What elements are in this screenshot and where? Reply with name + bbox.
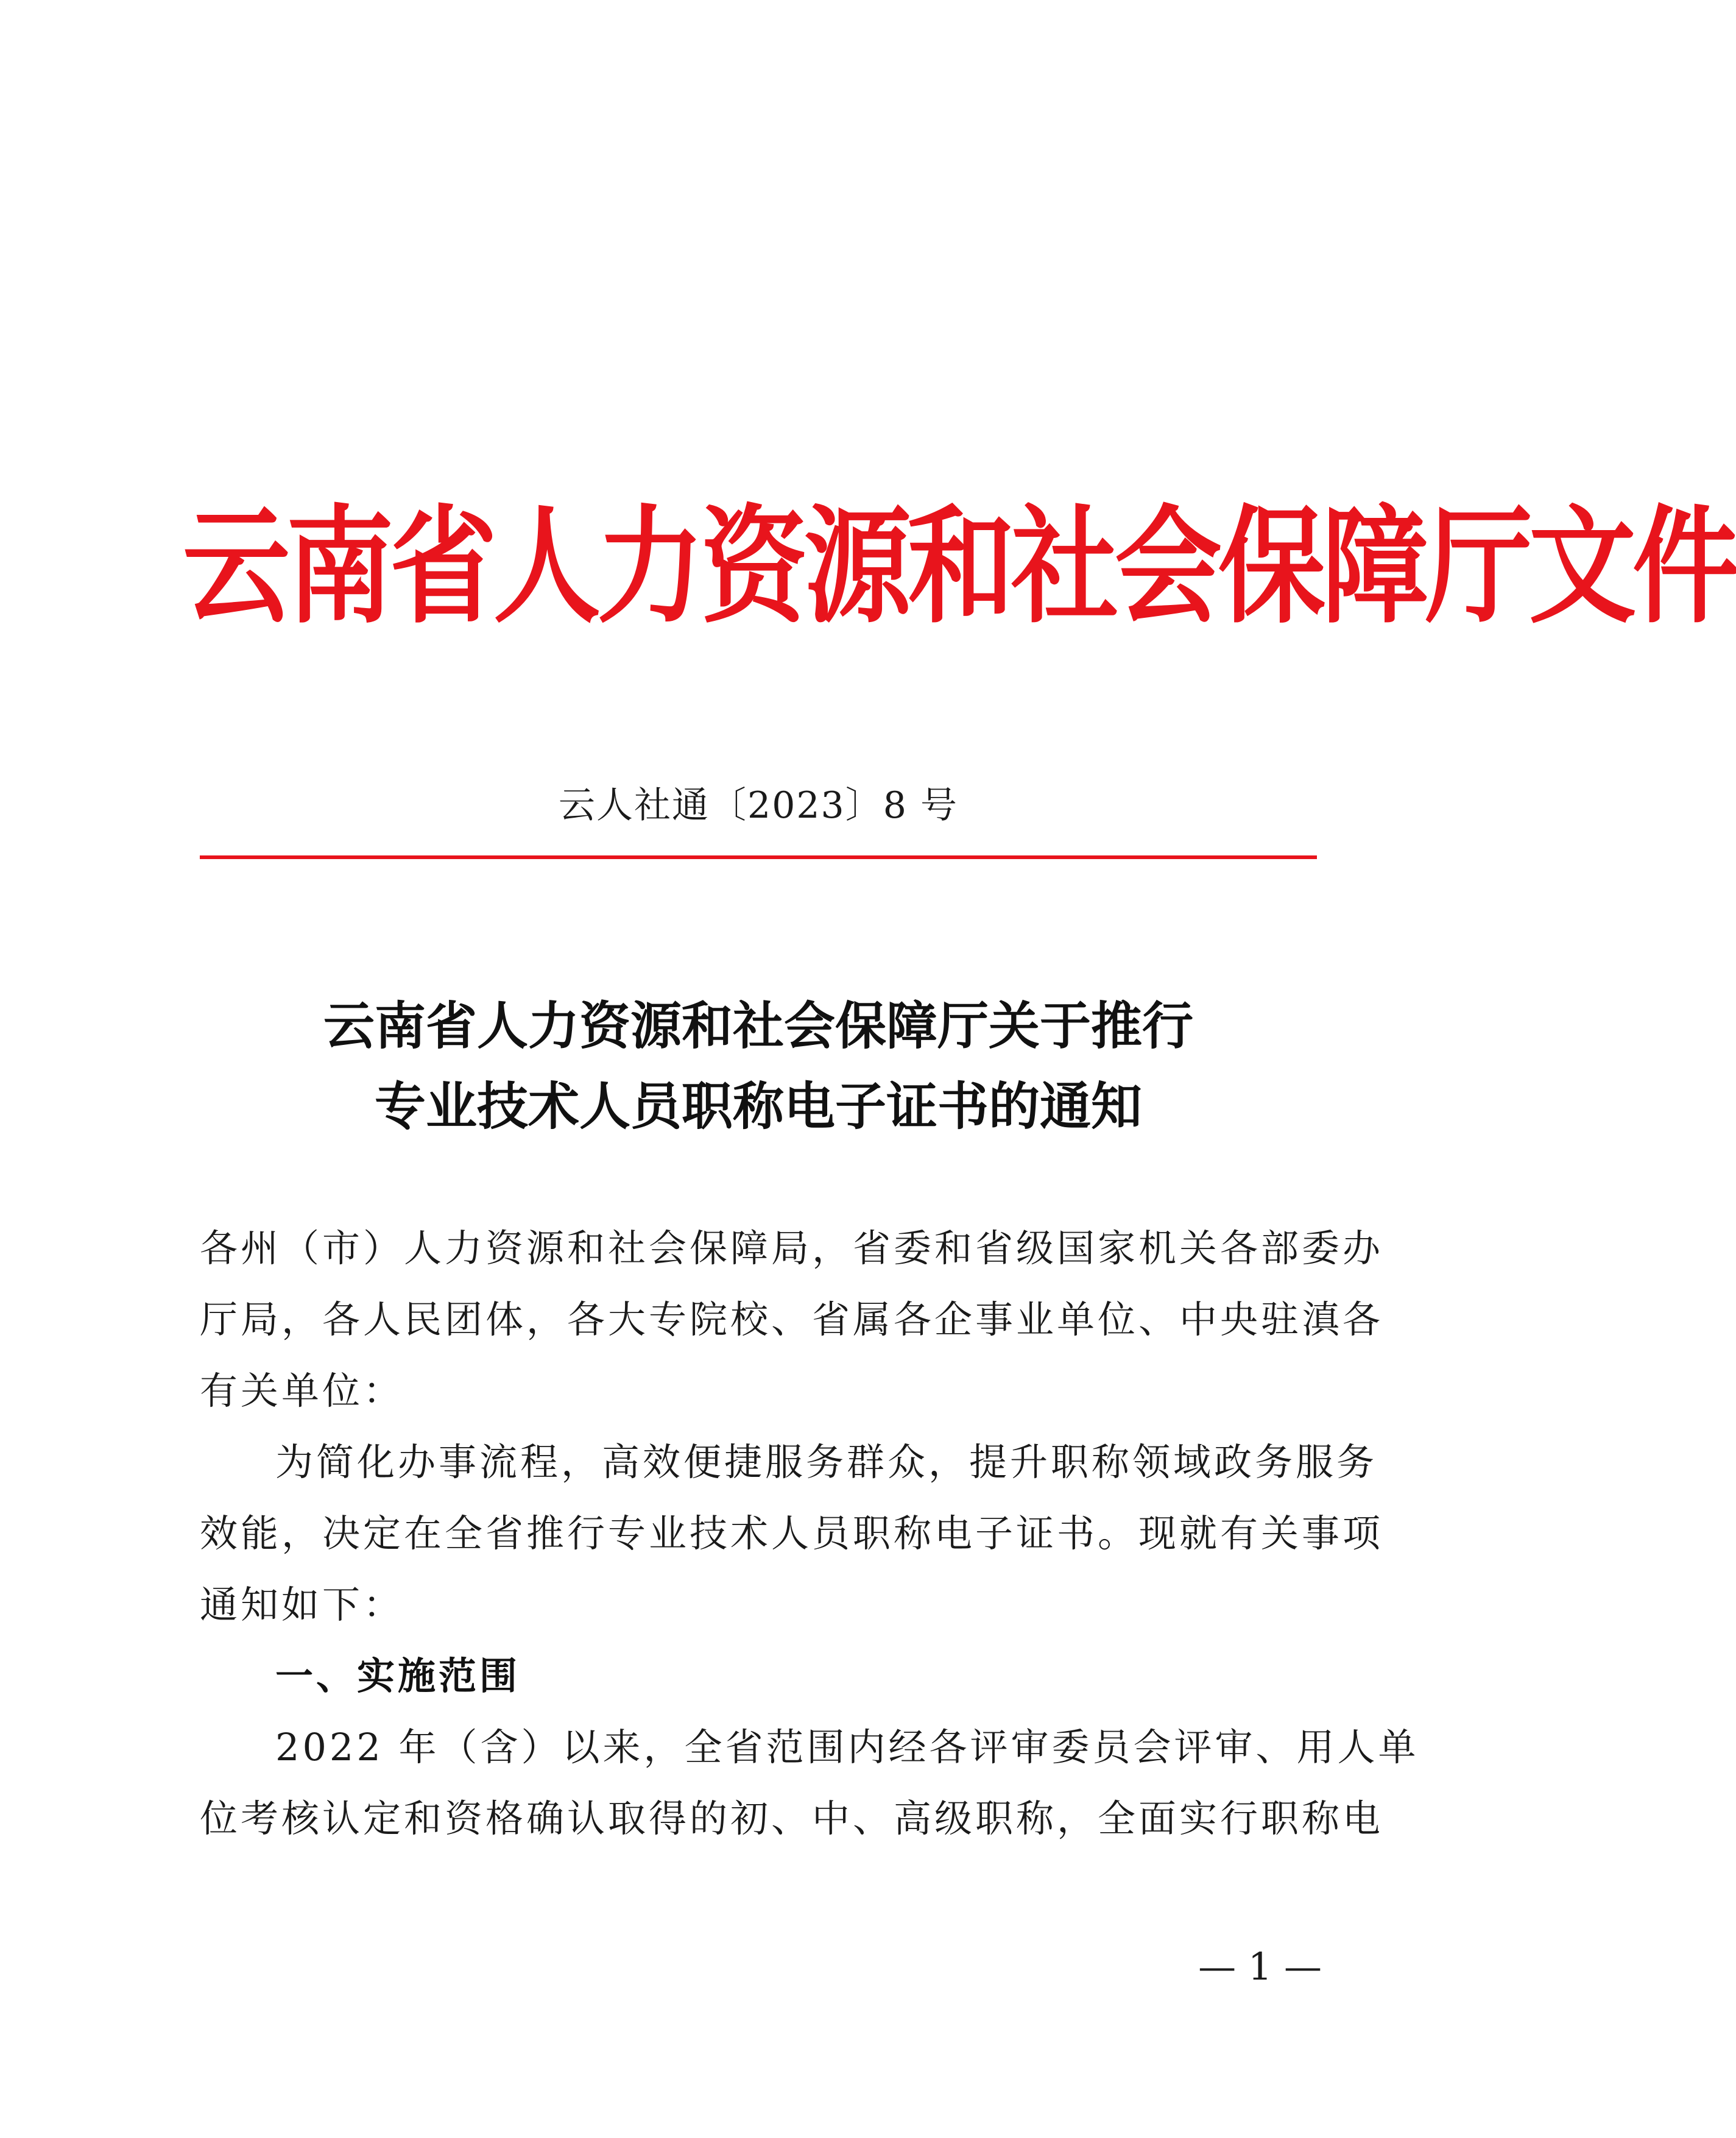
intro-paragraph-line: 为简化办事流程，高效便捷服务群众，提升职称领域政务服务 bbox=[275, 1440, 1378, 1484]
document-title-line-2: 专业技术人员职称电子证书的通知 bbox=[374, 1076, 1142, 1136]
red-divider-line bbox=[200, 855, 1317, 859]
section-paragraph-line: 位考核认定和资格确认取得的初、中、高级职称，全面实行职称电 bbox=[200, 1796, 1384, 1841]
document-title-line-1: 云南省人力资源和社会保障厅关于推行 bbox=[323, 996, 1193, 1056]
document-number: 云人社通〔2023〕8 号 bbox=[559, 784, 958, 827]
page-number: — 1 — bbox=[1198, 1944, 1322, 1989]
addressee-line: 有关单位： bbox=[200, 1368, 404, 1413]
section-paragraph-line: 2022 年（含）以来，全省范围内经各评审委员会评审、用人单 bbox=[275, 1725, 1419, 1769]
addressee-line: 各州（市）人力资源和社会保障局，省委和省级国家机关各部委办 bbox=[200, 1226, 1384, 1270]
intro-paragraph-line: 通知如下： bbox=[200, 1582, 404, 1627]
addressee-line: 厅局，各人民团体，各大专院校、省属各企事业单位、中央驻滇各 bbox=[200, 1297, 1384, 1342]
intro-paragraph-line: 效能，决定在全省推行专业技术人员职称电子证书。现就有关事项 bbox=[200, 1511, 1384, 1556]
masthead-title: 云南省人力资源和社会保障厅文件 bbox=[183, 492, 1736, 641]
document-title bbox=[201, 986, 1316, 1147]
section-heading: 一、实施范围 bbox=[275, 1654, 521, 1698]
document-body bbox=[200, 1212, 1419, 1854]
